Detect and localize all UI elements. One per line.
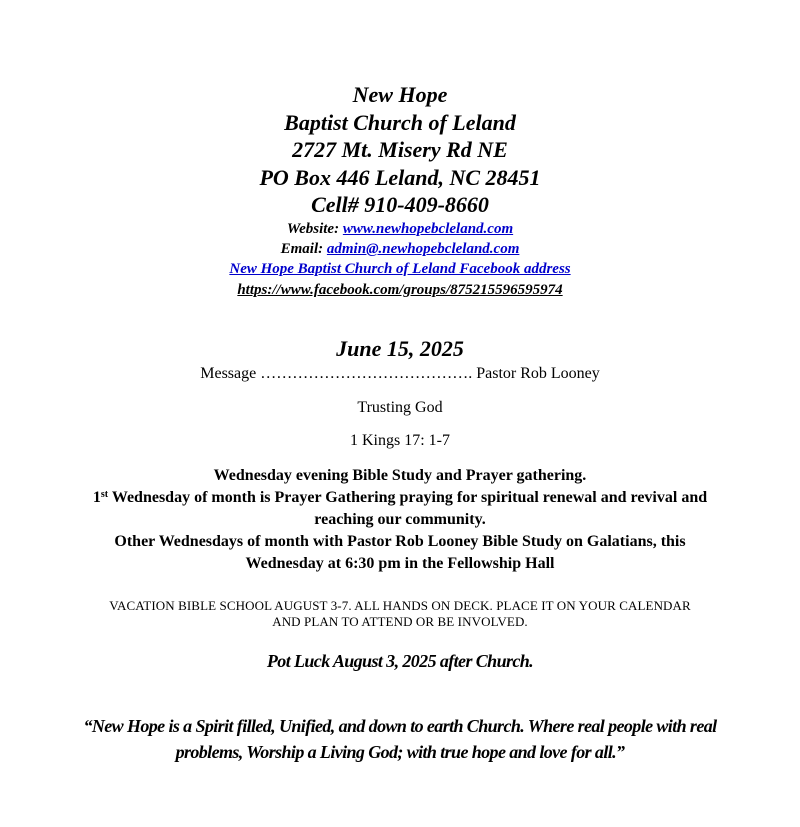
website-link[interactable]: www.newhopebcleland.com	[342, 221, 514, 237]
ordinal-suffix: st	[100, 489, 109, 500]
vbs-line-1: VACATION BIBLE SCHOOL AUGUST 3-7. ALL HANDS ON DECK. PLACE IT ON YOUR CALENDAR	[109, 598, 691, 613]
email-label: Email:	[280, 241, 327, 257]
announcement-line-5: Wednesday at 6:30 pm in the Fellowship Hall	[245, 555, 555, 572]
announcement-line-2-text: Wednesday of month is Prayer Gathering praying for spiritual renewal and revival and	[108, 489, 708, 506]
facebook-url[interactable]: https://www.facebook.com/groups/875215596595974	[237, 282, 563, 298]
church-full-name: Baptist Church of Leland	[284, 110, 516, 135]
service-date: June 15, 2025	[336, 336, 464, 361]
cell-phone: Cell# 910-409-8660	[311, 192, 489, 217]
announcement-line-4: Other Wednesdays of month with Pastor Rob Looney Bible Study on Galatians, this	[114, 533, 686, 550]
mission-quote-line-1: “New Hope is a Spirit filled, Unified, and down to earth Church. Where real people with real	[83, 716, 717, 736]
website-label: Website:	[286, 221, 343, 237]
email-line	[0, 239, 800, 259]
street-address: 2727 Mt. Misery Rd NE	[292, 137, 508, 162]
announcement-line-2	[0, 487, 800, 509]
announcement-line-3: reaching our community.	[314, 511, 486, 528]
facebook-link[interactable]: New Hope Baptist Church of Leland Facebook address	[229, 261, 571, 277]
website-line	[0, 219, 800, 239]
po-box-address: PO Box 446 Leland, NC 28451	[259, 165, 541, 190]
vbs-line-2: AND PLAN TO ATTEND OR BE INVOLVED.	[272, 614, 528, 629]
facebook-line	[0, 259, 800, 279]
mission-quote-line-2: problems, Worship a Living God; with true hope and love for all.”	[175, 742, 625, 762]
potluck-notice: Pot Luck August 3, 2025 after Church.	[266, 651, 534, 671]
announcement-line-1: Wednesday evening Bible Study and Prayer gathering.	[213, 467, 587, 484]
email-link[interactable]: admin@.newhopebcleland.com	[326, 241, 520, 257]
ordinal-number: 1	[92, 489, 101, 506]
sermon-title: Trusting God	[357, 399, 443, 416]
message-line: Message …………………………………. Pastor Rob Looney	[200, 365, 600, 382]
church-name: New Hope	[352, 82, 448, 107]
scripture-reference: 1 Kings 17: 1-7	[350, 432, 450, 449]
